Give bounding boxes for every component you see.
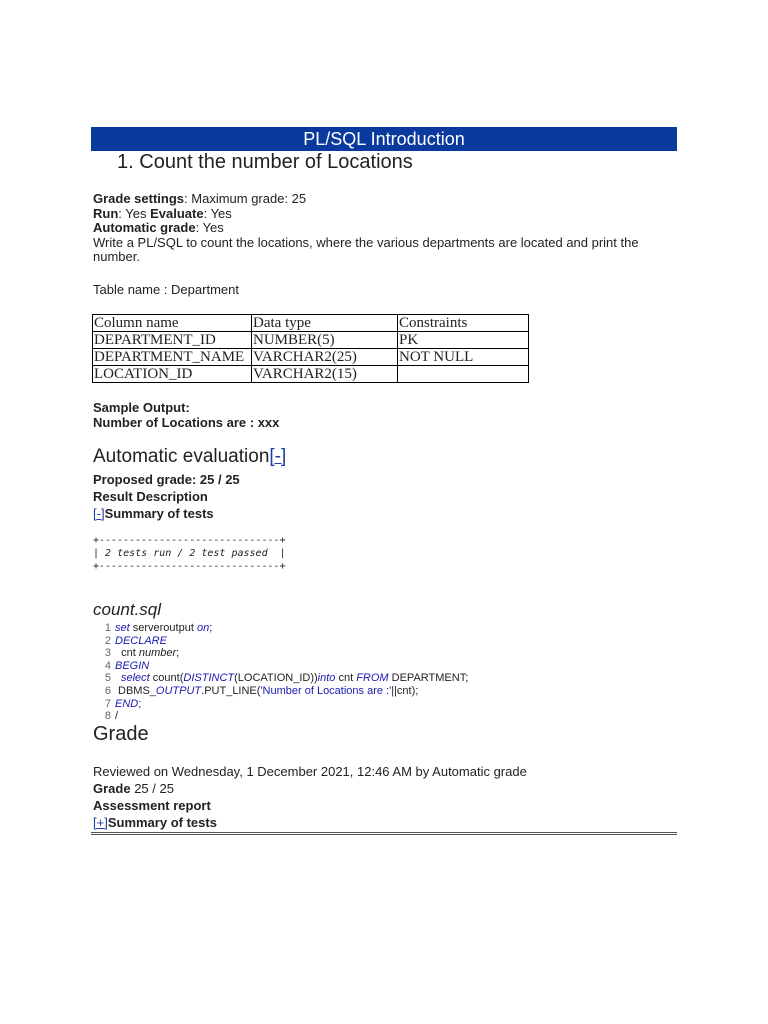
collapse-summary-toggle[interactable]: [-] (93, 506, 105, 521)
test-box-result: | 2 tests run / 2 test passed | (93, 548, 286, 559)
code-keyword: into (317, 672, 336, 685)
code-text: ; (138, 697, 142, 710)
code-text: cnt (335, 672, 357, 685)
table-cell (398, 366, 529, 383)
line-number: 5 (104, 672, 111, 685)
run-evaluate-line (93, 207, 678, 222)
table-cell: PK (398, 332, 529, 349)
question-number: 1. (117, 151, 134, 173)
automatic-evaluation-heading (93, 446, 286, 468)
line-number: 7 (104, 697, 111, 710)
run-value: : Yes (118, 205, 151, 221)
summary-of-tests-label: Summary of tests (104, 506, 214, 521)
line-number: 8 (104, 710, 111, 723)
grade-review (93, 763, 527, 831)
code-string: 'Number of Locations are :' (260, 684, 392, 697)
line-number: 4 (104, 659, 111, 672)
header-cell: Constraints (398, 315, 529, 332)
code-keyword: set (115, 622, 130, 634)
reviewed-on: Reviewed on Wednesday, 1 December 2021, 12:46 AM by Automatic grade (93, 764, 527, 779)
code-type: number (138, 647, 177, 660)
schema-table (92, 314, 529, 383)
assessment-summary (93, 814, 527, 831)
code-text: DBMS_ (118, 684, 156, 697)
table-row (93, 332, 529, 349)
table-cell: DEPARTMENT_NAME (93, 349, 252, 366)
assessment-report (93, 797, 527, 814)
line-number: 1 (104, 622, 111, 634)
grade-settings-value: : Maximum grade: 25 (184, 191, 307, 206)
automatic-evaluation-title: Automatic evaluation (93, 446, 270, 467)
table-cell: DEPARTMENT_ID (93, 332, 252, 349)
question-description: Write a PL/SQL to count the locations, where the various departments are located and print the number. (93, 234, 639, 264)
result-description: Result Description (93, 489, 208, 504)
code-line (93, 710, 468, 723)
section-banner (91, 127, 677, 151)
table-row (93, 366, 529, 383)
code-keyword: DECLARE (115, 634, 167, 647)
code-text: serveroutput (129, 622, 197, 634)
sample-output-text: Number of Locations are : xxx (93, 415, 280, 430)
assessment-report-label: Assessment report (93, 798, 211, 813)
table-row (93, 349, 529, 366)
code-keyword: DISTINCT (183, 672, 235, 685)
table-cell: NUMBER(5) (252, 332, 398, 349)
assessment-summary-label: Summary of tests (107, 815, 217, 830)
code-line (93, 647, 468, 660)
sample-output (93, 400, 279, 430)
table-cell: VARCHAR2(25) (252, 349, 398, 366)
table-cell: NOT NULL (398, 349, 529, 366)
code-keyword: select (121, 672, 150, 685)
grade-label: Grade (93, 781, 131, 796)
table-cell: LOCATION_ID (93, 366, 252, 383)
code-text: DEPARTMENT; (388, 672, 469, 685)
code-text: count( (149, 672, 184, 685)
line-number: 6 (104, 684, 111, 697)
automatic-grade-label: Automatic grade (93, 220, 196, 235)
evaluation-details (93, 471, 240, 522)
automatic-grade-value: : Yes (195, 220, 224, 235)
test-results-box (93, 534, 286, 573)
code-line (93, 622, 468, 635)
sample-output-label: Sample Output: (93, 400, 190, 415)
header-cell: Data type (252, 315, 398, 332)
run-label: Run (93, 205, 119, 221)
code-keyword: on (196, 622, 210, 634)
evaluate-label: Evaluate (150, 205, 204, 221)
question-text: Count the number of Locations (139, 151, 413, 173)
code-keyword: END (115, 697, 139, 710)
code-text: ; (176, 647, 180, 660)
automatic-grade-line (93, 221, 678, 236)
code-text: ||cnt); (391, 684, 419, 697)
test-box-bottom: +------------------------------+ (93, 561, 286, 572)
code-line (93, 660, 468, 673)
grade-line (93, 780, 527, 797)
code-keyword: OUTPUT (155, 684, 202, 697)
table-name: Table name : Department (93, 282, 239, 297)
code-text: (LOCATION_ID)) (234, 672, 318, 685)
collapse-evaluation-toggle[interactable]: [-] (269, 446, 287, 467)
evaluate-value: : Yes (203, 205, 232, 221)
expand-summary-toggle[interactable]: [+] (93, 815, 108, 830)
code-line (93, 672, 468, 685)
code-text: .PUT_LINE( (201, 684, 261, 697)
question-title (117, 151, 413, 174)
code-text: cnt (115, 647, 139, 660)
code-listing (93, 622, 468, 723)
divider (91, 832, 677, 835)
code-keyword: BEGIN (115, 659, 150, 672)
line-number: 3 (104, 647, 111, 660)
code-file-name: count.sql (93, 600, 162, 619)
grade-settings (93, 192, 678, 265)
line-number: 2 (104, 634, 111, 647)
header-cell: Column name (93, 315, 252, 332)
table-cell: VARCHAR2(15) (252, 366, 398, 383)
grade-heading: Grade (93, 723, 149, 745)
grade-settings-label: Grade settings (93, 191, 185, 206)
summary-of-tests (93, 505, 240, 522)
table-header-row (93, 315, 529, 332)
test-box-top: +------------------------------+ (93, 535, 286, 546)
code-text: / (115, 710, 119, 723)
code-line (93, 698, 468, 711)
banner-title: PL/SQL Introduction (303, 128, 465, 149)
code-line (93, 685, 468, 698)
code-line (93, 635, 468, 648)
code-text: ; (209, 622, 213, 634)
code-keyword: FROM (356, 672, 389, 685)
proposed-grade: Proposed grade: 25 / 25 (93, 472, 240, 487)
grade-value: 25 / 25 (130, 781, 174, 796)
grade-settings-line (93, 192, 678, 207)
